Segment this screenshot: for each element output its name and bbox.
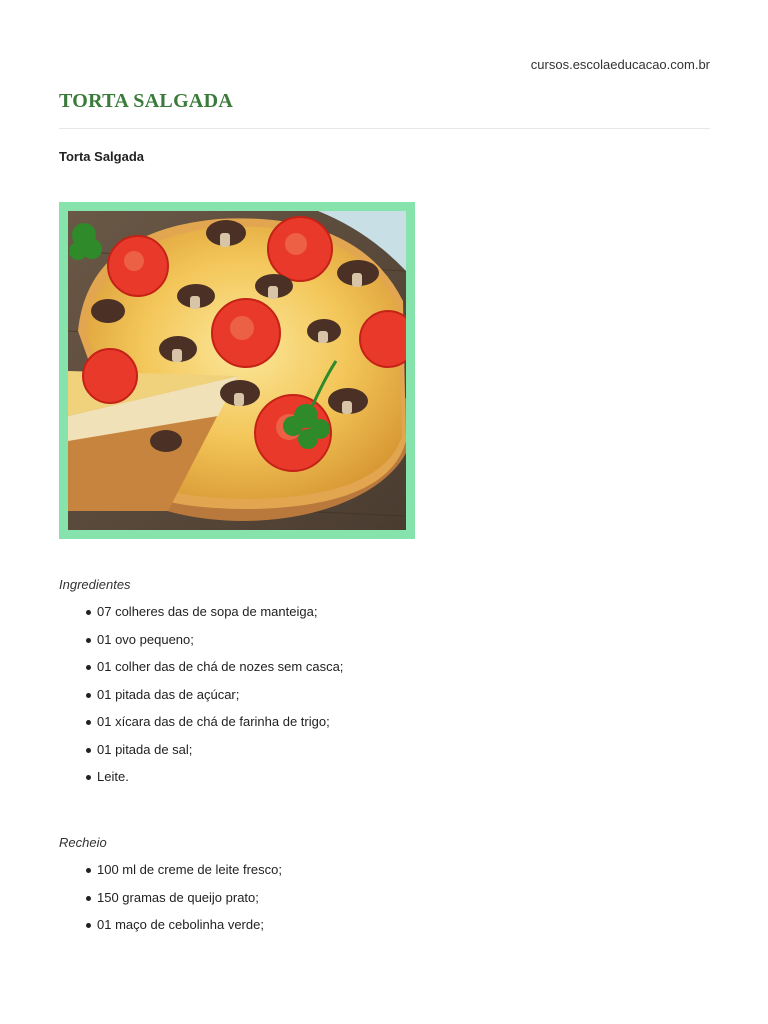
list-item: Leite. — [59, 769, 343, 797]
list-item: 01 xícara das de chá de farinha de trigo; — [59, 714, 343, 742]
filling-heading: Recheio — [59, 835, 107, 850]
ingredients-heading: Ingredientes — [59, 577, 131, 592]
list-item: 07 colheres das de sopa de manteiga; — [59, 604, 343, 632]
list-item: 01 colher das de chá de nozes sem casca; — [59, 659, 343, 687]
list-item: 01 pitada das de açúcar; — [59, 687, 343, 715]
page-title: TORTA SALGADA — [59, 90, 234, 112]
recipe-photo-frame — [59, 202, 415, 539]
title-divider — [59, 128, 710, 129]
list-item: 100 ml de creme de leite fresco; — [59, 862, 282, 890]
list-item: 150 gramas de queijo prato; — [59, 890, 282, 918]
savory-pie-photo — [68, 211, 406, 530]
list-item: 01 pitada de sal; — [59, 742, 343, 770]
filling-list — [59, 862, 282, 945]
ingredients-list — [59, 604, 343, 797]
list-item: 01 maço de cebolinha verde; — [59, 917, 282, 945]
site-url: cursos.escolaeducacao.com.br — [530, 57, 710, 72]
list-item: 01 ovo pequeno; — [59, 632, 343, 660]
recipe-subtitle: Torta Salgada — [59, 149, 145, 164]
